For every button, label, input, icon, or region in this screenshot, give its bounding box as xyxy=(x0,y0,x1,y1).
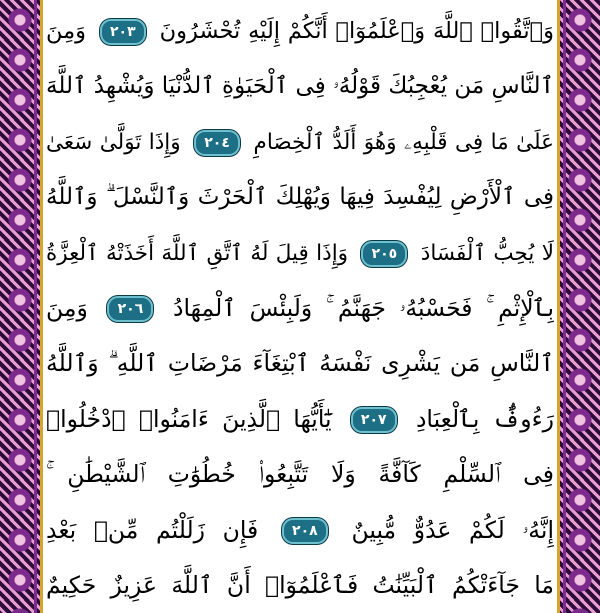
ayah-number-marker: ٢٠٨ xyxy=(282,518,328,544)
ayah-number-marker: ٢٠٥ xyxy=(361,241,407,267)
ayah-number-marker: ٢٠٣ xyxy=(100,19,146,45)
ayah-number-marker: ٢٠٤ xyxy=(194,130,240,156)
text-line-11: مَا جَآءَتْكُمُ ٱلْبَيِّنَٰتُ فَٱعْلَمُوٓا۟ أَنَّ ٱللَّهَ عَزِيزٌ حَكِيمٌ xyxy=(46,570,554,599)
text-line-9: فِى ٱلسِّلْمِ كَآفَّةً وَلَا تَتَّبِعُوا۟ خُطُوَٰتِ ٱلشَّيْطَٰنِ ۚ xyxy=(46,460,554,489)
text-line-2: ٱلنَّاسِ مَن يُعْجِبُكَ قَوْلُهُۥ فِى ٱلْحَيَوٰةِ ٱلدُّنْيَا وَيُشْهِدُ ٱللَّهَ xyxy=(46,73,554,100)
text-line-6: بِٱلْإِثْمِ ۚ فَحَسْبُهُۥ جَهَنَّمُ ۚ وَلَبِئْسَ ٱلْمِهَادُ ٢٠٦ وَمِنَ xyxy=(46,293,554,322)
text-line-1: وَٱتَّقُوا۟ ٱللَّهَ وَٱعْلَمُوٓا۟ أَنَّكُمْ إِلَيْهِ تُحْشَرُونَ ٢٠٣ وَمِنَ xyxy=(46,18,554,44)
text-line-3: عَلَىٰ مَا فِى قَلْبِهِۦ وَهُوَ أَلَدُّ ٱلْخِصَامِ ٢٠٤ وَإِذَا تَوَلَّىٰ سَعَىٰ xyxy=(46,129,554,155)
text-line-5: لَا يُحِبُّ ٱلْفَسَادَ ٢٠٥ وَإِذَا قِيلَ لَهُ ٱتَّقِ ٱللَّهَ أَخَذَتْهُ ٱلْعِزَّةُ xyxy=(46,240,554,266)
text-line-4: فِى ٱلْأَرْضِ لِيُفْسِدَ فِيهَا وَيُهْلِكَ ٱلْحَرْثَ وَٱلنَّسْلَ ۗ وَٱللَّهُ xyxy=(46,184,554,211)
ayah-number-marker: ٢٠٧ xyxy=(351,407,397,433)
text-line-8: رَءُوفٌۢ بِٱلْعِبَادِ ٢٠٧ يَٰٓأَيُّهَا ٱلَّذِينَ ءَامَنُوا۟ ٱدْخُلُوا۟ xyxy=(46,404,554,433)
verse-text-area xyxy=(46,0,554,613)
ayah-number-marker: ٢٠٦ xyxy=(107,296,153,322)
text-line-7: ٱلنَّاسِ مَن يَشْرِى نَفْسَهُ ٱبْتِغَآءَ مَرْضَاتِ ٱللَّهِ ۗ وَٱللَّهُ xyxy=(46,349,554,378)
text-line-10: إِنَّهُۥ لَكُمْ عَدُوٌّ مُّبِينٌ ٢٠٨ فَإِن زَلَلْتُم مِّنۢ بَعْدِ xyxy=(46,515,554,544)
right-ornamental-border xyxy=(557,0,600,613)
left-ornamental-border xyxy=(0,0,43,613)
